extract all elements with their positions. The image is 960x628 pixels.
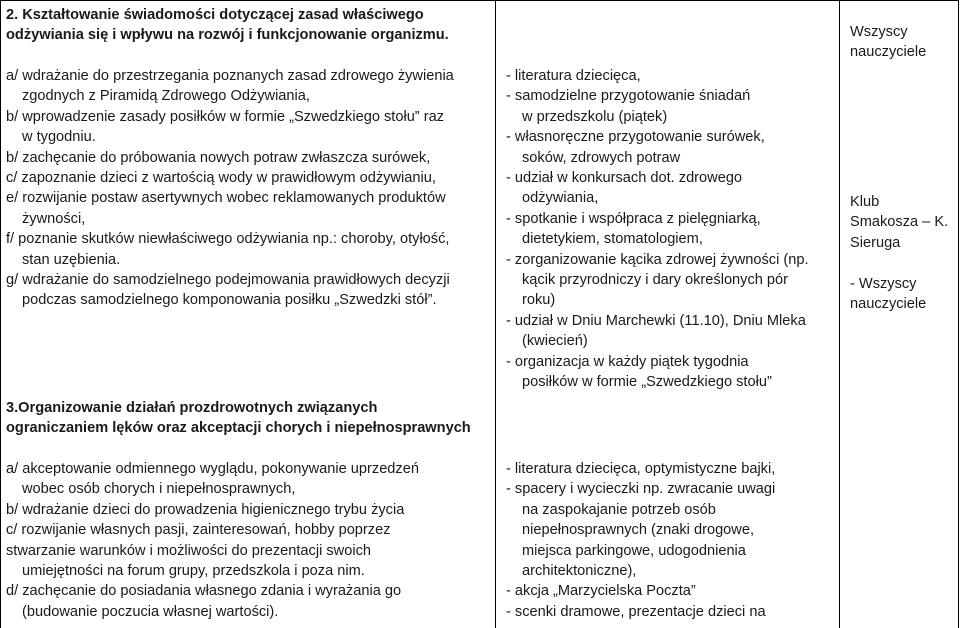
table-border-right	[958, 0, 959, 628]
section2-method-item-continuation: roku)	[522, 292, 556, 309]
section2-goal-item: b/ zachęcanie do próbowania nowych potraw zwłaszcza surówek,	[6, 149, 431, 166]
section3-goals	[6, 459, 491, 622]
section3-goal-item-continuation: wobec osób chorych i niepełnosprawnych,	[22, 481, 296, 498]
section2-goal-item-continuation: żywności,	[22, 210, 86, 227]
section2-goal-item: e/ rozwijanie postaw asertywnych wobec reklamowanych produktów	[6, 190, 446, 207]
section2-method-item: - zorganizowanie kącika zdrowej żywności (np.	[506, 251, 809, 268]
section2-method-item: - udział w konkursach dot. zdrowego	[506, 170, 743, 187]
section2-goal-item: c/ zapoznanie dzieci z wartością wody w prawidłowym odżywianiu,	[6, 170, 436, 187]
responsible-mid	[850, 192, 956, 253]
responsible-mid-line: Klub	[850, 194, 880, 210]
section3-goal-item-continuation: (budowanie poczucia własnej wartości).	[22, 603, 279, 620]
column-divider-1	[495, 0, 496, 628]
section2-goal-item: g/ wdrażanie do samodzielnego podejmowania prawidłowych decyzji	[6, 272, 450, 289]
responsible-bottom-line: nauczyciele	[850, 296, 927, 313]
section3-method-item: - literatura dziecięca, optymistyczne bajki,	[506, 461, 776, 477]
section3-goal-item: d/ zachęcanie do posiadania własnego zdania i wyrażania go	[6, 583, 402, 600]
section2-method-item-continuation: w przedszkolu (piątek)	[522, 108, 668, 125]
table-border-left	[0, 0, 1, 628]
section3-method-item-continuation: architektoniczne),	[522, 563, 637, 580]
section3-method-item-continuation: na zaspokajanie potrzeb osób	[522, 501, 716, 518]
responsible-top-line: nauczyciele	[850, 44, 927, 61]
section3-goal-item-continuation: umiejętności na forum grupy, przedszkola i poza nim.	[22, 563, 365, 580]
section2-method-item: - własnoręczne przygotowanie surówek,	[506, 129, 765, 146]
section2-method-item-continuation: soków, zdrowych potraw	[522, 149, 681, 166]
section3-method-item: - scenki dramowe, prezentacje dzieci na	[506, 603, 766, 620]
section3-method-item-continuation: niepełnosprawnych (znaki drogowe,	[522, 522, 755, 539]
column-divider-2	[839, 0, 840, 628]
section2-goal-item-continuation: zgodnych z Piramidą Zdrowego Odżywiania,	[22, 88, 310, 105]
section2-methods	[506, 66, 836, 393]
section2-method-item-continuation: odżywiania,	[522, 190, 599, 207]
section3-heading-line: ograniczaniem lęków oraz akceptacji chorych i niepełnosprawnych	[6, 420, 471, 437]
section3-method-item: - akcja „Marzycielska Poczta”	[506, 583, 696, 600]
section2-goal-item: a/ wdrażanie do przestrzegania poznanych zasad zdrowego żywienia	[6, 68, 454, 84]
section2-heading	[6, 5, 491, 46]
section2-method-item-continuation: kącik przyrodniczy i dary określonych pór	[522, 272, 789, 289]
responsible-mid-line: Sieruga	[850, 234, 901, 251]
section3-goal-item: c/ rozwijanie własnych pasji, zainteresowań, hobby poprzez	[6, 522, 391, 539]
section2-method-item: - organizacja w każdy piątek tygodnia	[506, 353, 749, 370]
table-border-top	[0, 0, 959, 1]
section2-goal-item-continuation: w tygodniu.	[22, 129, 96, 146]
section2-method-item-continuation: (kwiecień)	[522, 333, 588, 350]
section3-method-item-continuation: miejsca parkingowe, udogodnienia	[522, 542, 746, 559]
responsible-mid-line: Smakosza – K.	[850, 214, 949, 231]
responsible-top	[850, 22, 956, 63]
section2-method-item-continuation: dietetykiem, stomatologiem,	[522, 231, 703, 248]
section2-method-item: - samodzielne przygotowanie śniadań	[506, 88, 751, 105]
section3-method-item: - spacery i wycieczki np. zwracanie uwagi	[506, 481, 776, 498]
section2-goal-item: f/ poznanie skutków niewłaściwego odżywiania np.: choroby, otyłość,	[6, 231, 450, 248]
section2-heading-line: odżywiania się i wpływu na rozwój i funkcjonowanie organizmu.	[6, 27, 449, 44]
section2-goal-item-continuation: stan uzębienia.	[22, 251, 121, 268]
section3-goal-item: a/ akceptowanie odmiennego wyglądu, pokonywanie uprzedzeń	[6, 461, 419, 477]
section2-goals	[6, 66, 491, 311]
section3-methods	[506, 459, 836, 622]
section3-goal-item: stwarzanie warunków i możliwości do prezentacji swoich	[6, 542, 371, 559]
section2-method-item: - udział w Dniu Marchewki (11.10), Dniu Mleka	[506, 312, 806, 329]
section2-method-item: - literatura dziecięca,	[506, 68, 641, 84]
responsible-bottom-line: - Wszyscy	[850, 276, 917, 292]
section2-goal-item-continuation: podczas samodzielnego komponowania posiłku „Szwedzki stół”.	[22, 292, 437, 309]
section2-heading-line: 2. Kształtowanie świadomości dotyczącej zasad właściwego	[6, 7, 424, 23]
section2-method-item: - spotkanie i współpraca z pielęgniarką,	[506, 210, 761, 227]
section3-heading-line: 3.Organizowanie działań prozdrowotnych związanych	[6, 400, 378, 416]
section2-goal-item: b/ wprowadzenie zasady posiłków w formie „Szwedzkiego stołu” raz	[6, 108, 444, 125]
section2-method-item-continuation: posiłków w formie „Szwedzkiego stołu”	[522, 374, 772, 391]
section3-heading	[6, 398, 491, 439]
responsible-top-line: Wszyscy	[850, 24, 908, 40]
responsible-bottom	[850, 274, 956, 315]
section3-goal-item: b/ wdrażanie dzieci do prowadzenia higienicznego trybu życia	[6, 501, 405, 518]
